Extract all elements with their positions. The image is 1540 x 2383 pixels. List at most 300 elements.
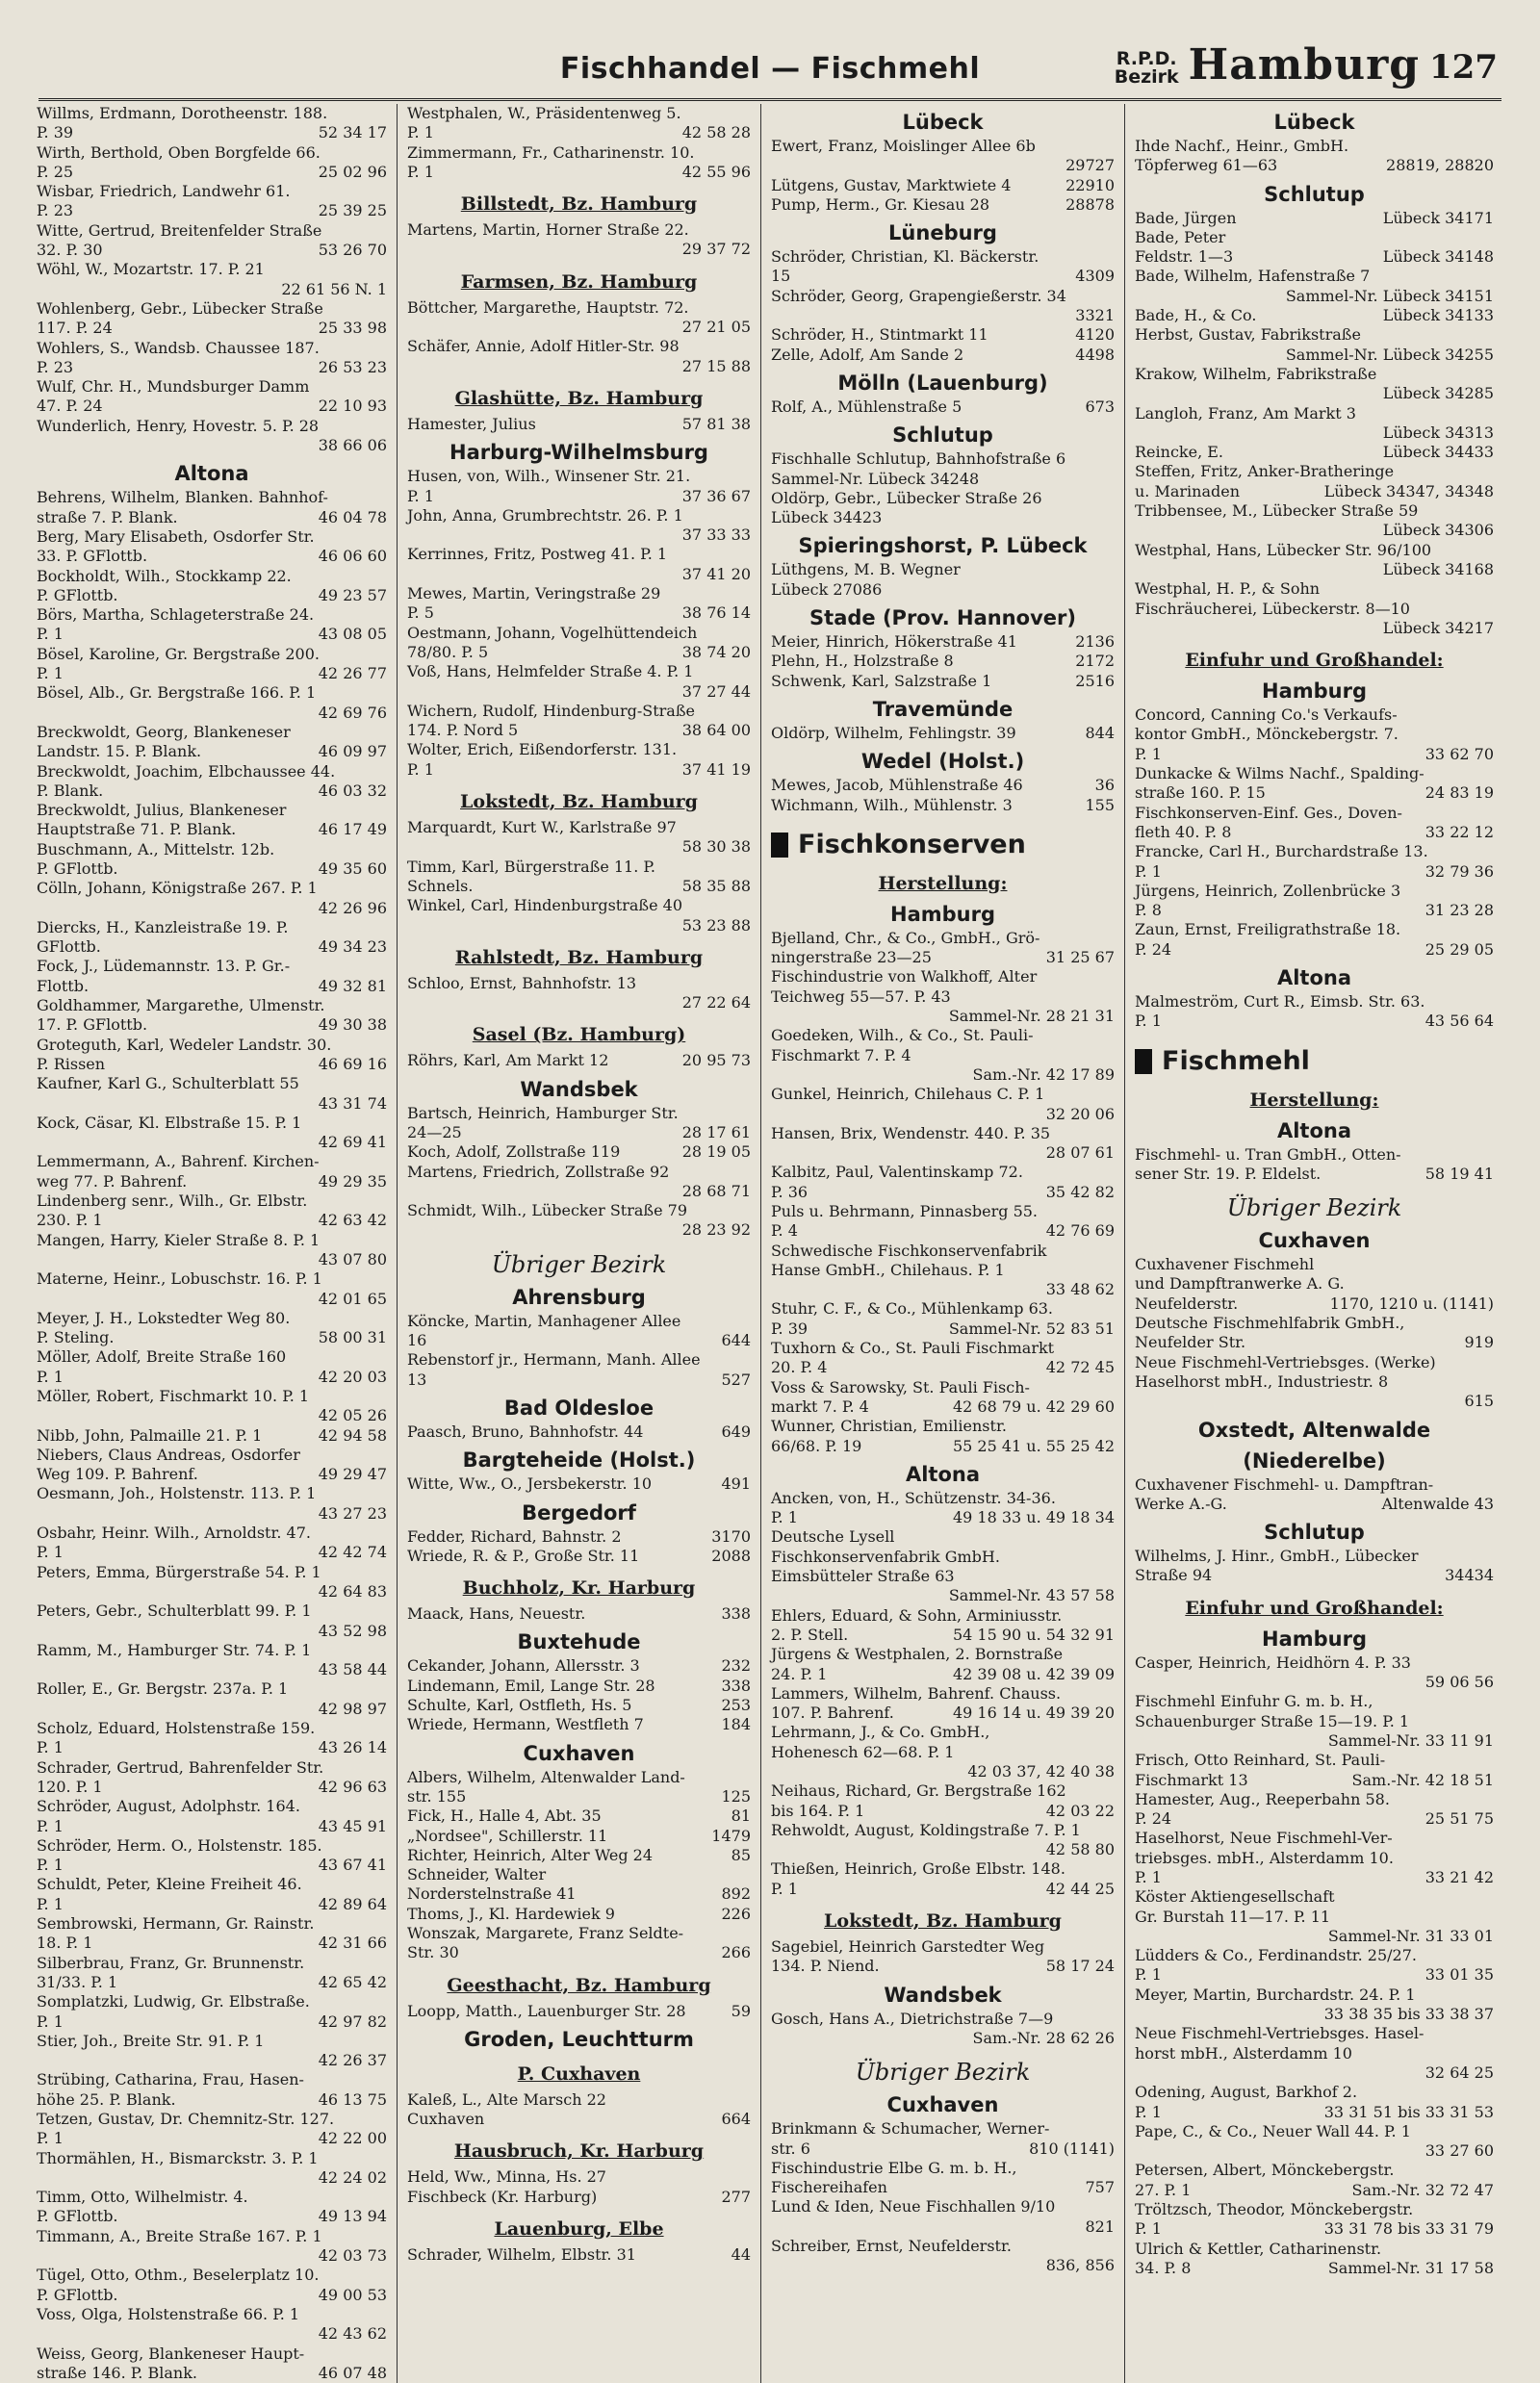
entry-text: P. 1 xyxy=(37,1856,64,1875)
directory-entry xyxy=(771,1665,1115,1684)
directory-entry xyxy=(37,547,387,566)
town-heading: Altona xyxy=(905,1462,981,1486)
entry-phone: 42 98 97 xyxy=(318,1699,387,1718)
directory-entry xyxy=(1135,2063,1494,2083)
directory-entry xyxy=(37,762,387,782)
entry-text: P. 39 xyxy=(771,1319,808,1338)
directory-entry xyxy=(37,2345,387,2364)
directory-entry xyxy=(771,1606,1115,1626)
directory-entry xyxy=(1135,560,1494,579)
town-heading: Ahrensburg xyxy=(512,1285,646,1309)
entry-text: Haselhorst mbH., Industriestr. 8 xyxy=(1135,1371,1389,1391)
directory-entry xyxy=(1135,2161,1494,2180)
entry-phone: 42 72 45 xyxy=(1045,1358,1115,1377)
entry-phone: 43 52 98 xyxy=(318,1621,387,1640)
directory-entry xyxy=(1135,443,1494,462)
town-heading: Lübeck xyxy=(1273,111,1355,134)
directory-entry xyxy=(1135,2024,1494,2043)
directory-entry xyxy=(1135,2044,1494,2063)
directory-entry xyxy=(771,2237,1115,2256)
directory-entry xyxy=(771,1626,1115,1645)
entry-text: Neue Fischmehl-Vertriebsges. Hasel- xyxy=(1135,2024,1424,2043)
entry-phone: Lübeck 34347, 34348 xyxy=(1323,481,1494,500)
entry-text: Breckwoldt, Julius, Blankeneser xyxy=(37,801,287,820)
entry-phone: 37 41 19 xyxy=(681,759,751,779)
entry-phone: Lübeck 34433 xyxy=(1382,443,1494,462)
directory-entry xyxy=(771,2140,1115,2159)
directory-entry xyxy=(37,2070,387,2089)
directory-entry xyxy=(1135,325,1494,345)
entry-text: Fischmarkt 7. P. 4 xyxy=(771,1045,911,1064)
directory-entry xyxy=(37,2286,387,2305)
entry-phone: 4498 xyxy=(1075,345,1115,364)
entry-phone: 22910 xyxy=(1065,175,1115,194)
entry-phone: 266 xyxy=(721,1943,751,1962)
region-heading: Übriger Bezirk xyxy=(855,2059,1031,2087)
entry-text: John, Anna, Grumbrechtstr. 26. P. 1 xyxy=(407,505,683,525)
entry-phone: 31 25 67 xyxy=(1045,948,1115,967)
entry-text: Maack, Hans, Neuestr. xyxy=(407,1604,586,1624)
directory-entry xyxy=(407,1527,751,1547)
entry-text: Oestmann, Johann, Vogelhüttendeich xyxy=(407,623,698,642)
entry-phone: 42 69 76 xyxy=(318,703,387,722)
entry-text: Westphalen, W., Präsidentenweg 5. xyxy=(407,104,681,122)
directory-entry xyxy=(1135,764,1494,783)
directory-entry xyxy=(771,176,1115,195)
entry-text: Wöhl, W., Mozartstr. 17. P. 21 xyxy=(37,260,265,279)
directory-entry xyxy=(1135,1829,1494,1848)
entry-text: 174. P. Nord 5 xyxy=(407,721,519,740)
entry-text: 24—25 xyxy=(407,1122,462,1141)
entry-text: Tetzen, Gustav, Dr. Chemnitz-Str. 127. xyxy=(37,2109,335,2128)
entry-text: P. Rissen xyxy=(37,1054,106,1073)
entry-phone: 59 xyxy=(731,2001,751,2020)
entry-text: Petersen, Albert, Mönckebergstr. xyxy=(1135,2161,1395,2180)
entry-text: P. 1 xyxy=(407,123,434,142)
directory-entry xyxy=(1135,228,1494,247)
directory-entry xyxy=(1135,404,1494,423)
entry-text: Brinkmann & Schumacher, Werner- xyxy=(771,2119,1050,2139)
directory-entry xyxy=(407,1547,751,1566)
entry-text: bis 164. P. 1 xyxy=(771,1801,865,1820)
entry-text: Bade, Wilhelm, Hafenstraße 7 xyxy=(1135,267,1371,286)
entry-text: Albers, Wilhelm, Altenwalder Land- xyxy=(407,1767,685,1786)
entry-phone: 54 15 90 u. 54 32 91 xyxy=(952,1625,1115,1644)
entry-text: Martens, Martin, Horner Straße 22. xyxy=(407,220,689,240)
directory-entry xyxy=(407,565,751,584)
entry-phone: Sam.-Nr. 28 62 26 xyxy=(972,2028,1115,2047)
directory-entry xyxy=(1135,823,1494,842)
directory-entry xyxy=(771,560,1115,579)
entry-text: Fischkonservenfabrik GmbH. xyxy=(771,1547,1000,1566)
entry-phone: 42 20 03 xyxy=(318,1367,387,1386)
entry-text: Jürgens, Heinrich, Zollenbrücke 3 xyxy=(1135,881,1401,900)
entry-phone: 42 68 79 u. 42 29 60 xyxy=(952,1396,1115,1416)
directory-entry xyxy=(407,1768,751,1787)
directory-entry xyxy=(407,123,751,142)
directory-entry xyxy=(1135,209,1494,228)
entry-text: 27. P. 1 xyxy=(1135,2180,1192,2199)
directory-entry xyxy=(1135,287,1494,306)
entry-text: Thießen, Heinrich, Große Elbstr. 148. xyxy=(771,1859,1065,1879)
directory-entry xyxy=(771,1242,1115,1261)
entry-text: Oldörp, Gebr., Lübecker Straße 26 xyxy=(771,488,1042,507)
entry-text: Thormählen, H., Bismarckstr. 3. P. 1 xyxy=(37,2148,319,2167)
entry-text: Wilhelms, J. Hinr., GmbH., Lübecker xyxy=(1135,1547,1419,1566)
entry-phone: 644 xyxy=(721,1331,751,1350)
directory-entry xyxy=(37,417,387,436)
entry-phone: 42 69 41 xyxy=(318,1133,387,1152)
directory-entry xyxy=(771,2010,1115,2029)
directory-entry xyxy=(407,1163,751,1182)
directory-entry xyxy=(771,1527,1115,1547)
entry-phone: Sam.-Nr. 32 72 47 xyxy=(1351,2180,1494,2199)
entry-text: Schuldt, Peter, Kleine Freiheit 46. xyxy=(37,1875,302,1894)
entry-text: Fick, H., Halle 4, Abt. 35 xyxy=(407,1806,602,1826)
entry-text: Ihde Nachf., Heinr., GmbH. xyxy=(1135,137,1349,155)
town-heading: Schlutup xyxy=(1264,182,1365,206)
directory-entry xyxy=(771,1937,1115,1957)
entry-text: Timm, Otto, Wilhelmistr. 4. xyxy=(37,2188,248,2207)
directory-entry xyxy=(37,645,387,664)
directory-entry xyxy=(407,1350,751,1370)
directory-entry xyxy=(1135,2122,1494,2141)
directory-entry xyxy=(771,967,1115,987)
entry-phone: 232 xyxy=(721,1656,751,1676)
entry-text: Wichern, Rudolf, Hindenburg-Straße xyxy=(407,701,695,720)
directory-entry xyxy=(37,436,387,455)
entry-text: Hamester, Aug., Reeperbahn 58. xyxy=(1135,1789,1390,1808)
entry-phone: 810 (1141) xyxy=(1029,2139,1115,2158)
entry-text: P. 1 xyxy=(771,1879,798,1898)
entry-text: Berg, Mary Elisabeth, Osdorfer Str. xyxy=(37,526,315,546)
entry-text: Stier, Joh., Breite Str. 91. P. 1 xyxy=(37,2031,265,2050)
entry-text: P. 1 xyxy=(1135,2102,1162,2121)
directory-entry xyxy=(407,545,751,564)
entry-text: Voß, Hans, Helmfelder Straße 4. P. 1 xyxy=(407,662,694,681)
entry-text: P. GFlottb. xyxy=(37,585,118,604)
entry-text: Gosch, Hans A., Dietrichstraße 7—9 xyxy=(771,2009,1054,2028)
entry-phone: 49 29 35 xyxy=(318,1171,387,1191)
directory-entry xyxy=(407,1677,751,1696)
directory-entry xyxy=(1135,1868,1494,1887)
subheading: Herstellung: xyxy=(1249,1089,1379,1111)
directory-entry xyxy=(771,2178,1115,2197)
directory-entry xyxy=(407,415,751,434)
directory-entry xyxy=(1135,1927,1494,1946)
directory-entry xyxy=(407,1905,751,1924)
entry-phone: 58 19 41 xyxy=(1424,1164,1494,1183)
town-heading: Spieringshorst, P. Lübeck xyxy=(798,534,1088,558)
directory-entry xyxy=(1135,462,1494,481)
entry-text: Francke, Carl H., Burchardstraße 13. xyxy=(1135,842,1428,861)
entry-text: Concord, Canning Co.'s Verkaufs- xyxy=(1135,705,1398,725)
entry-text: Fock, J., Lüdemannstr. 13. P. Gr.- xyxy=(37,957,291,976)
town-heading: Mölln (Lauenburg) xyxy=(837,371,1048,395)
directory-entry xyxy=(407,1422,751,1442)
directory-entry xyxy=(771,1417,1115,1436)
entry-text: Lindenberg senr., Wilh., Gr. Elbstr. xyxy=(37,1192,308,1211)
entry-phone: 46 69 16 xyxy=(318,1054,387,1073)
entry-phone: 37 33 33 xyxy=(681,525,751,545)
directory-entry xyxy=(37,2266,387,2285)
entry-text: 17. P. GFlottb. xyxy=(37,1015,148,1035)
entry-phone: 33 22 12 xyxy=(1424,822,1494,841)
entry-text: Wohlenberg, Gebr., Lübecker Straße xyxy=(37,298,323,318)
entry-text: Kerrinnes, Fritz, Postweg 41. P. 1 xyxy=(407,545,668,564)
entry-phone: 42 96 63 xyxy=(318,1777,387,1796)
entry-text: P. 1 xyxy=(1135,2219,1162,2239)
directory-entry xyxy=(771,1781,1115,1801)
entry-phone: 226 xyxy=(721,1904,751,1923)
entry-text: Schröder, H., Stintmarkt 11 xyxy=(771,325,988,345)
town-heading: Wedel (Holst.) xyxy=(860,750,1025,774)
entry-text: Gunkel, Heinrich, Chilehaus C. P. 1 xyxy=(771,1085,1045,1104)
entry-phone: 42 31 66 xyxy=(318,1934,387,1953)
entry-phone: 42 89 64 xyxy=(318,1894,387,1913)
column-4 xyxy=(1124,104,1503,2383)
entry-text: 16 xyxy=(407,1331,427,1350)
directory-entry xyxy=(37,1973,387,1992)
entry-phone: 527 xyxy=(721,1370,751,1389)
entry-text: Pump, Herm., Gr. Kiesau 28 xyxy=(771,194,990,214)
entry-phone: 38 64 00 xyxy=(681,721,751,740)
entry-text: 32. P. 30 xyxy=(37,241,103,260)
directory-entry xyxy=(37,397,387,416)
entry-text: Schröder, Georg, Grapengießerstr. 34 xyxy=(771,286,1066,305)
entry-text: Lüthgens, M. B. Wegner xyxy=(771,560,961,579)
entry-text: weg 77. P. Bahrenf. xyxy=(37,1171,188,1191)
entry-text: 13 xyxy=(407,1370,427,1389)
section-title xyxy=(771,829,1115,861)
directory-entry xyxy=(407,1201,751,1220)
entry-text: Puls u. Behrmann, Pinnasberg 55. xyxy=(771,1201,1039,1220)
entry-text: Gr. Burstah 11—17. P. 11 xyxy=(1135,1907,1331,1926)
directory-entry xyxy=(37,1856,387,1875)
entry-phone: 32 20 06 xyxy=(1045,1104,1115,1123)
directory-entry xyxy=(407,1220,751,1240)
entry-phone: 49 18 33 u. 49 18 34 xyxy=(952,1508,1115,1527)
entry-text: Pape, C., & Co., Neuer Wall 44. P. 1 xyxy=(1135,2121,1411,2140)
directory-entry xyxy=(771,1085,1115,1104)
subheading: Geesthacht, Bz. Hamburg xyxy=(447,1974,711,1996)
entry-phone: 919 xyxy=(1464,1333,1494,1352)
entry-phone: 3321 xyxy=(1075,306,1115,325)
directory-entry xyxy=(407,1331,751,1350)
entry-text: P. 1 xyxy=(37,2129,64,2148)
entry-text: Meyer, J. H., Lokstedter Weg 80. xyxy=(37,1308,291,1327)
entry-text: Rehwoldt, August, Koldingstraße 7. P. 1 xyxy=(771,1820,1081,1839)
entry-text: Cuxhavener Fischmehl- u. Dampftran- xyxy=(1135,1474,1434,1494)
entry-text: Zaun, Ernst, Freiligrathstraße 18. xyxy=(1135,920,1401,939)
entry-phone: 58 00 31 xyxy=(318,1328,387,1347)
town-heading: Bergedorf xyxy=(522,1500,636,1525)
directory-entry xyxy=(407,1827,751,1846)
section-marker-icon xyxy=(771,833,788,858)
directory-entry xyxy=(771,1358,1115,1377)
entry-phone: 49 32 81 xyxy=(318,976,387,995)
entry-text: Roller, E., Gr. Bergstr. 237a. P. 1 xyxy=(37,1679,289,1699)
directory-entry xyxy=(1135,992,1494,1012)
entry-phone: 49 13 94 xyxy=(318,2207,387,2226)
entry-phone: 1479 xyxy=(711,1826,751,1845)
entry-phone: 125 xyxy=(721,1786,751,1806)
entry-text: 134. P. Niend. xyxy=(771,1957,880,1976)
subheading: P. Cuxhaven xyxy=(517,2063,641,2085)
directory-entry xyxy=(1135,745,1494,764)
town-heading: Travemünde xyxy=(872,697,1014,721)
directory-entry xyxy=(407,1604,751,1624)
directory-entry xyxy=(1135,1255,1494,1274)
directory-entry xyxy=(771,580,1115,600)
directory-entry xyxy=(1135,1353,1494,1372)
header-bezirk: Bezirk xyxy=(1114,66,1179,88)
entry-phone: 33 31 51 bis 33 31 53 xyxy=(1323,2102,1494,2121)
entry-text: Börs, Martha, Schlageterstraße 24. xyxy=(37,605,315,625)
entry-phone: 42 43 62 xyxy=(318,2324,387,2344)
entry-text: Peters, Gebr., Schulterblatt 99. P. 1 xyxy=(37,1601,312,1621)
entry-text: P. 1 xyxy=(37,1738,64,1757)
entry-text: Wonszak, Margarete, Franz Seldte- xyxy=(407,1924,684,1942)
entry-text: straße 146. P. Blank. xyxy=(37,2363,197,2382)
entry-phone: 4309 xyxy=(1075,267,1115,286)
entry-phone: 649 xyxy=(721,1422,751,1441)
entry-text: Lüdders & Co., Ferdinandstr. 25/27. xyxy=(1135,1946,1417,1965)
entry-phone: 42 55 96 xyxy=(681,162,751,181)
entry-text: 117. P. 24 xyxy=(37,319,113,338)
entry-text: P. 1 xyxy=(1135,861,1162,881)
entry-phone: 29 37 72 xyxy=(681,240,751,259)
directory-entry xyxy=(771,1508,1115,1527)
entry-phone: 33 38 35 bis 33 38 37 xyxy=(1323,2005,1494,2024)
entry-phone: Sammel-Nr. 28 21 31 xyxy=(948,1007,1115,1026)
entry-text: Tröltzsch, Theodor, Mönckebergstr. xyxy=(1135,2200,1414,2219)
entry-text: Kock, Cäsar, Kl. Elbstraße 15. P. 1 xyxy=(37,1113,302,1132)
entry-text: Paasch, Bruno, Bahnhofstr. 44 xyxy=(407,1422,644,1441)
entry-text: Schnels. xyxy=(407,876,474,895)
entry-phone: 42 03 37, 42 40 38 xyxy=(967,1762,1115,1781)
entry-phone: 836, 856 xyxy=(1045,2256,1115,2275)
directory-entry xyxy=(771,1046,1115,1065)
entry-text: Tribbensee, M., Lübecker Straße 59 xyxy=(1135,501,1419,521)
entry-phone: 43 58 44 xyxy=(318,1660,387,1679)
entry-text: Somplatzki, Ludwig, Gr. Elbstraße. xyxy=(37,1992,310,2011)
directory-entry xyxy=(1135,1495,1494,1514)
entry-text: Goldhammer, Margarethe, Ulmenstr. xyxy=(37,996,325,1015)
directory-entry xyxy=(37,1797,387,1816)
directory-entry xyxy=(407,1924,751,1943)
directory-entry xyxy=(37,1426,387,1446)
subheading: Hausbruch, Kr. Harburg xyxy=(453,2140,705,2163)
directory-entry xyxy=(771,1489,1115,1508)
entry-text: P. 1 xyxy=(1135,1868,1162,1886)
directory-entry xyxy=(407,624,751,643)
directory-entry xyxy=(407,896,751,915)
section-title xyxy=(1135,1045,1494,1078)
entry-phone: 42 03 22 xyxy=(1045,1801,1115,1820)
directory-entry xyxy=(37,163,387,182)
entry-phone: 35 42 82 xyxy=(1045,1182,1115,1201)
directory-entry xyxy=(771,987,1115,1007)
directory-entry xyxy=(407,506,751,525)
directory-entry xyxy=(1135,2141,1494,2161)
directory-entry xyxy=(37,977,387,996)
directory-entry xyxy=(37,2246,387,2266)
entry-text: Winkel, Carl, Hindenburgstraße 40 xyxy=(407,896,683,915)
directory-entry xyxy=(37,1875,387,1894)
directory-entry xyxy=(37,1601,387,1621)
town-heading: (Niederelbe) xyxy=(1243,1448,1386,1473)
directory-entry xyxy=(37,801,387,820)
column-3 xyxy=(760,104,1124,2383)
entry-phone: 43 45 91 xyxy=(318,1816,387,1835)
entry-phone: 42 94 58 xyxy=(318,1425,387,1445)
directory-entry xyxy=(1135,705,1494,725)
entry-text: Niebers, Claus Andreas, Osdorfer xyxy=(37,1445,300,1464)
entry-phone: 2516 xyxy=(1075,671,1115,690)
entry-text: Fischereihafen xyxy=(771,2178,887,2197)
directory-entry xyxy=(37,1524,387,1543)
directory-entry xyxy=(407,163,751,182)
town-heading: Bargteheide (Holst.) xyxy=(462,1448,696,1473)
directory-entry xyxy=(37,2324,387,2344)
directory-entry xyxy=(407,702,751,721)
entry-phone: 25 02 96 xyxy=(318,162,387,181)
directory-entry xyxy=(37,201,387,220)
entry-phone: 2088 xyxy=(711,1546,751,1565)
entry-text: Wichmann, Wilh., Mühlenstr. 3 xyxy=(771,795,1013,814)
entry-text: Sammel-Nr. Lübeck 34248 xyxy=(771,469,980,488)
entry-text: P. GFlottb. xyxy=(37,2285,118,2304)
directory-entry xyxy=(37,1347,387,1367)
directory-entry xyxy=(37,2090,387,2110)
directory-entry xyxy=(37,1895,387,1914)
entry-text: Voss & Sarowsky, St. Pauli Fisch- xyxy=(771,1377,1030,1396)
entry-text: Schmidt, Wilh., Lübecker Straße 79 xyxy=(407,1201,687,1220)
entry-text: Wolter, Erich, Eißendorferstr. 131. xyxy=(407,740,678,759)
directory-entry xyxy=(37,143,387,163)
directory-entry xyxy=(407,818,751,837)
entry-text: straße 7. P. Blank. xyxy=(37,507,178,526)
directory-entry xyxy=(407,1182,751,1201)
directory-entry xyxy=(771,1221,1115,1241)
entry-text: Cuxhavener Fischmehl xyxy=(1135,1255,1315,1274)
entry-text: Strübing, Catharina, Frau, Hasen- xyxy=(37,2070,304,2089)
entry-phone: 42 01 65 xyxy=(318,1289,387,1308)
entry-text: Diercks, H., Kanzleistraße 19. P. xyxy=(37,917,289,936)
directory-entry xyxy=(407,2090,751,2110)
town-heading: Buxtehude xyxy=(517,1630,641,1654)
directory-entry xyxy=(1135,1731,1494,1751)
directory-entry xyxy=(1135,1165,1494,1184)
directory-entry xyxy=(407,318,751,337)
header-title: Fischhandel — Fischmehl xyxy=(559,52,981,86)
directory-entry xyxy=(771,1124,1115,1143)
entry-phone: 44 xyxy=(731,2245,751,2265)
directory-entry xyxy=(1135,1809,1494,1829)
directory-entry xyxy=(37,859,387,879)
directory-entry xyxy=(37,1309,387,1328)
entry-phone: 33 01 35 xyxy=(1424,1965,1494,1985)
directory-entry xyxy=(37,1269,387,1289)
directory-entry xyxy=(1135,247,1494,267)
directory-entry xyxy=(407,974,751,993)
entry-text: Lübeck 27086 xyxy=(771,579,883,599)
subheading: Glashütte, Bz. Hamburg xyxy=(454,387,704,409)
entry-phone: 28 19 05 xyxy=(681,1142,751,1162)
directory-entry xyxy=(771,1183,1115,1202)
directory-entry xyxy=(1135,482,1494,501)
